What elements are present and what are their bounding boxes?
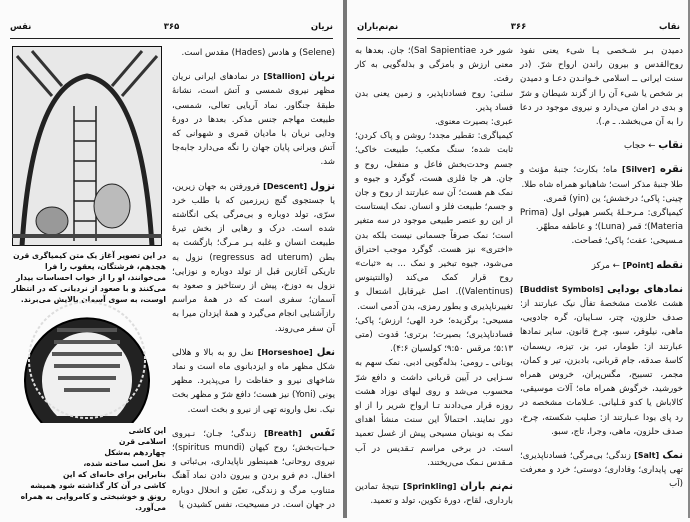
dictionary-entry <box>355 480 513 508</box>
right-page <box>347 0 690 518</box>
dictionary-entry <box>520 259 683 273</box>
entry-subsection: مـسیحی: عفت؛ پاکی؛ فصاحت. <box>571 236 683 247</box>
entry-english-term: [Descent] <box>263 181 307 191</box>
header-rule <box>10 38 333 39</box>
entry-english-term: [Breath] <box>264 428 302 438</box>
caption-line: بنابراین برای خانه‌ای که این <box>62 470 166 479</box>
entry-text: ← حجاب <box>623 141 656 152</box>
page-header <box>357 22 680 36</box>
dictionary-entry <box>520 449 683 492</box>
entry-text: در نمادهای ایرانی نریان مظهر نیروی شمسی و آتش است، نشانهٔ طبقهٔ جنگاور. نماد آریایی تعالی، شمسی، طبیعت مهاجم جنس مذکر. بعدها در دورهٔ ودایی نریان با مادیان قمری و شهوانی که آتش ویرانی پایان جهان را نگه می‌دارد جابه‌جا شد. <box>172 72 335 168</box>
entry-english-term: [Salt] <box>634 451 660 461</box>
entry-term: نقطه <box>656 259 683 271</box>
entry-subsection: کیمیاگری: تقطیر مجدد؛ روشن و پاک کردن؛ ثابت شده؛ سنگ مکعب؛ طبیعت خاکی؛ جسم وحدت‌بخش فاعل و منفعل، روح و جان. هر جا فلزی هست، گوگرد و جیوه و نمک هم هست؛ آن سه عبارتند از روح و جان و جسم؛ طبیعت فلز و انسان. نمک ایستاست از این رو عنصر طبیعی موجود در سه متغیر است؛ نمک صرفاً جسمانی نیست بلکه بدن «اختری» نیز هست. گوگرد موجب احتراق می‌شود، جیوه تبخیر و نمک ... به «ثبات» روح قرار کمک می‌کند (والنتینوس (Valentinus)). اصل غیرقابل اشتعال و تغییرناپذیری و بطور رمزی، بدن آدمی است. <box>355 131 513 312</box>
page-number: ۳۶۵ <box>163 22 180 32</box>
dictionary-entry <box>172 46 335 60</box>
dictionary-entry <box>520 163 683 191</box>
figure-caption: در این تصویر آغاز یک متن کیمیاگری قرن هجدهم، فرشتگان، یعقوب را فرا می‌خوانند، او را از خواب احساسات بیدار می‌کنند و با صعود از نردبانی که در انتظار اوست، به سوی آسمان بالایش می‌برند. <box>11 251 166 304</box>
header-keyword-right: نریان <box>310 22 333 32</box>
page-header <box>10 22 333 36</box>
entry-text: (Selene) و هادس (Hades) مقدس است. <box>181 48 335 58</box>
dictionary-entry <box>172 427 335 512</box>
entry-subsection: سلتی: روح فسادناپذیر، و زمین یعنی بدن فساد پذیر. <box>355 88 513 113</box>
entry-term: نقره <box>659 164 684 176</box>
caption-line: رونق و خوشبختی و کامروایی به همراه می‌آورد. <box>20 492 166 512</box>
dictionary-entry <box>172 180 335 336</box>
entry-text: زندگی؛ جـان؛ نـیروی حـیات‌بخش؛ روح کیهان (spiritus mundi)؛ نیروی روحانی؛ همینطور ناپایداری، بی‌ثباتی و اخفال. دم فرو بردن و بیرون دادن نماد آهنگ متناوب مرگ و زندگی، تعیّن و انحلال دوباره در جهان است. در مسیحیت، نفس کشیدن یا <box>172 428 335 510</box>
dictionary-entry <box>355 44 513 87</box>
header-keyword-left: نقس <box>10 22 32 32</box>
entry-term: نزول <box>310 180 336 192</box>
figure-caption <box>8 425 166 513</box>
text-column-left <box>355 44 513 519</box>
header-keyword-left: نم‌نم‌باران <box>357 22 399 32</box>
dictionary-entry <box>520 139 683 153</box>
entry-term: نَفَس <box>309 427 335 439</box>
horseshoe-tile-image <box>12 298 162 423</box>
dictionary-entry <box>172 70 335 169</box>
entry-subsection: یونانی ـ رومی: بذله‌گویی ادبی. نمک سهم به سـزایی در آیین قربانی داشت و دافع شرّ محسوب می‌شد و روی لبهای نوزاد هشت روزه قرار می‌دادند تـا ارواح شریر را از او دور نمایند. احتمالاً این سنت منشأ اهدای نمک به نوبنیان مسیحی پیش از غسل تعمید است. در برخی مراسم تـقدیس در آب مـقدس نـمک می‌ریختند. <box>355 358 513 468</box>
entry-text: شور خرد Sal Sapientiae)؛ جان. بعدها به معنی ارزش و بامزگی و بذله‌گویی به کار رفت. <box>355 46 514 85</box>
entry-english-term: [Sprinkling] <box>402 482 457 492</box>
dictionary-entry <box>520 283 683 439</box>
entry-subsection: عبری: بصیرت معنوی. <box>434 117 513 128</box>
page-number: ۳۶۶ <box>510 22 527 32</box>
entry-english-term: [Point] <box>622 260 654 270</box>
entry-term: نقاب <box>658 140 683 152</box>
entry-term: نمک <box>662 450 684 462</box>
text-column-right <box>520 44 683 502</box>
entry-text: نعل رو به بالا و هلالی شکل مظهر ماه و ایزدبانوی ماه است و نماد شاخهای نیرو و حفاظت را می‌پذیرد. مظهر یونی (Yoni) نیز هست؛ دافع شرّ و مظهر بخت نیک. نعل وارونه تهی از نیرو و بخت است. <box>172 347 335 415</box>
caption-line: نعل اسب ساخته شده، <box>83 459 166 468</box>
header-keyword-right: نقاب <box>658 22 680 32</box>
entry-text: ماه؛ بکارت؛ جنبهٔ مؤنث و طلا جنبهٔ مذکر است؛ شاهبانو همراه شاه طلا. <box>520 165 683 190</box>
dictionary-entry <box>520 44 683 129</box>
entry-english-term: [Stallion] <box>263 72 306 82</box>
entry-term: نمادهای بودایی <box>607 283 684 295</box>
entry-text: نتیجهٔ تمادین بارداری، لقاح، دورهٔ تکوین، تولد و تعمید. <box>355 482 513 507</box>
engraving-image <box>12 46 162 246</box>
entry-english-term: [Silver] <box>622 165 656 175</box>
entry-text: دمیدن بـر شـخصی یـا شیء یعنی نفوذ روح‌القدس و بیرون راندن ارواح شرّ. (در سنت ایرانی ــ اسلامی خـوانـدن دعـا و دمیدن بر شخص یا شیء آن را از گزند شیطان و شرّ و بدی در امان می‌دارد و نیروی موجود در دعا را به آن می‌بخشد. ـ م.). <box>520 46 683 128</box>
entry-text: فرورفتن به جهان زیرین، یا جستجوی گنج زیرزمین که با طلب خرد سرّی، تولد دوباره و بی‌مرگی یکی انگاشته شده است. درک و رهایی از بخش تیرهٔ طبیعت انسان و غلبه بـر مـرگ؛ بازگشت به بطن (regressus ad uterum) نزول به تاریکی آغازین قبل از تولد دوباره و نوزایی؛ نزول به دوزخ، پیش از رستاخیز و صعود به آسمان؛ سفری است که در همهٔ مراسم رازآشنایی انجام می‌گیرد و همهٔ ایزدان میرا به آن سفر می‌روند. <box>172 181 335 334</box>
caption-line: این کاشی <box>128 426 166 435</box>
entry-subsection: کیمیاگری: مـرحـلهٔ یکسر هیولی اول (Prima Materia)؛ قمر (Luna)؛ و عاطفه مطهّر. <box>520 208 683 233</box>
entry-english-term: [Buddist Symbols] <box>520 284 604 294</box>
entry-subsection: مسیحی: برگزیده؛ خرد الهی؛ ارزش؛ پاکی؛ فسادناپذیری؛ بصیرت؛ برتری؛ قدوت (متی ۵:۱۳؛ مرقس ۹:۵۰؛ کولسیان ۴:۶). <box>355 315 513 355</box>
entry-subsection: چینی: پاکی؛ درخشش؛ ین (yin) قمری. <box>543 193 683 204</box>
entry-term: نعل <box>316 346 336 358</box>
entry-text: هشت علامت مشخصهٔ تفأل نیک عبارتند از: صدف حلزون، چتر، سـایبان، گره جادویی، ماهی، نیلوفر، سبو، چرخ قانون. سایر نمادها عبارتند از: طومار، تبر، بز، تیزه، ریسمان، کاسهٔ صدقه، جام قربانی، بادبزن، تیر و کمان، مجمر، تسبیح، مگس‌پران، خروس همراه خورشید، خرگوش همراه ماه؛ آلات موسیقی، کالاباش یا کدو قـلیانی. عـلامات مشخصه در رد پای بودا عـبارتند از: صلیب شکسته، چرخ، صدف حلزون، ماهی، وجرا، تاج، سبو. <box>520 299 683 437</box>
entry-text: ← مرکز <box>591 260 620 271</box>
entry-term: نم‌نم باران <box>460 481 513 493</box>
dictionary-entry <box>172 346 335 417</box>
entry-text: زندگی؛ بی‌مرگی؛ فسادناپذیری؛ تهی پایداری؛ وفاداری؛ دوستی؛ خرد و معرفت (آب <box>520 451 683 490</box>
entry-term: نریان <box>308 71 335 83</box>
entry-english-term: [Horseshoe] <box>257 347 313 357</box>
text-column <box>172 46 335 522</box>
caption-line: چهاردهم به‌شکل <box>104 448 166 457</box>
left-page <box>0 0 343 518</box>
header-rule <box>357 38 680 39</box>
caption-line: کاشی در آن کار گذاشته شود همیشه <box>30 481 166 490</box>
caption-line: اسلامی قرن <box>118 437 166 446</box>
